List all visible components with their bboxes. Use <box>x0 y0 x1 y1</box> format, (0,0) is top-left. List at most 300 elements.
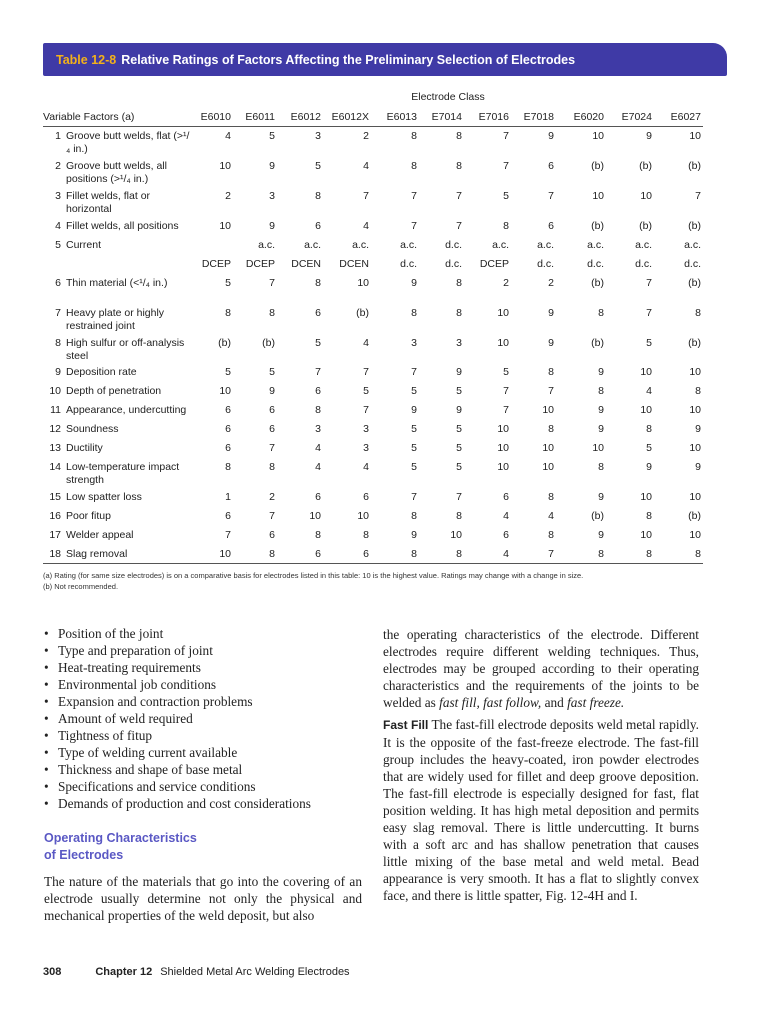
rating-cell: a.c. <box>587 238 604 251</box>
rating-cell: 8 <box>548 365 554 378</box>
rating-cell: 2 <box>503 276 509 289</box>
electrode-class-header: Electrode Class <box>411 90 485 103</box>
rating-cell: 8 <box>315 528 321 541</box>
rating-cell: 9 <box>411 528 417 541</box>
rating-cell: 9 <box>548 130 554 142</box>
rating-cell: 6 <box>323 545 371 564</box>
rating-cell: 10 <box>542 441 554 454</box>
rating-cell: 2 <box>225 189 231 202</box>
rating-cell: (b) <box>639 219 652 232</box>
factor-label: Welder appeal <box>66 528 134 541</box>
rating-cell: 7 <box>646 276 652 289</box>
rating-cell: 4 <box>363 159 369 172</box>
rating-cell: 4 <box>315 441 321 454</box>
term-fast-follow: fast follow, <box>483 695 542 710</box>
rating-cell: DCEN <box>291 257 321 270</box>
rating-cell: a.c. <box>684 238 701 251</box>
factor-number: 6 <box>55 276 61 289</box>
rating-cell: 8 <box>456 159 462 172</box>
rating-cell: 7 <box>411 189 417 202</box>
bullet-item: • Tightness of fitup <box>44 727 362 744</box>
rating-cell: 4 <box>548 509 554 522</box>
rating-cell: 8 <box>269 306 275 319</box>
column-header: E7024 <box>606 107 654 127</box>
rating-cell: 5 <box>269 130 275 142</box>
rating-cell: d.c. <box>445 238 462 251</box>
rating-cell: 7 <box>456 219 462 232</box>
rating-cell: 5 <box>456 384 462 397</box>
factor-cell <box>43 401 193 420</box>
rating-cell: d.c. <box>587 257 604 270</box>
rating-cell: 10 <box>689 365 701 378</box>
column-header: E6012 <box>277 107 323 127</box>
factor-number: 7 <box>55 306 61 319</box>
rating-cell: 6 <box>315 490 321 503</box>
and-word: and <box>544 695 564 710</box>
rating-cell: (b) <box>688 219 701 232</box>
section-heading-line2: of Electrodes <box>44 848 124 862</box>
rating-cell: 1 <box>225 490 231 503</box>
table-title: Relative Ratings of Factors Affecting the Preliminary Selection of Electrodes <box>121 52 576 67</box>
factor-number: 8 <box>55 336 61 349</box>
rating-cell: 10 <box>357 509 369 522</box>
rating-cell: 9 <box>269 219 275 232</box>
rating-cell: 7 <box>411 219 417 232</box>
factor-number: 14 <box>49 460 61 473</box>
rating-cell: 4 <box>464 545 511 564</box>
rating-cell: 10 <box>689 528 701 541</box>
rating-cell: 5 <box>363 384 369 397</box>
rating-cell: 7 <box>411 490 417 503</box>
left-column <box>44 625 362 924</box>
fast-fill-heading: Fast Fill <box>383 718 429 732</box>
rating-cell: 4 <box>363 336 369 349</box>
rating-cell: 4 <box>363 219 369 232</box>
table-row <box>43 488 703 507</box>
table-title-banner <box>43 43 727 76</box>
factor-cell <box>43 304 193 334</box>
factor-bullet-list <box>44 625 362 812</box>
factor-column-header: Variable Factors (a) <box>43 107 193 127</box>
rating-cell: a.c. <box>492 238 509 251</box>
rating-cell: 8 <box>269 460 275 473</box>
rating-cell: 7 <box>511 545 556 564</box>
factor-cell <box>43 545 193 564</box>
factor-label: Thin material (<¹/₄ in.) <box>66 276 168 289</box>
rating-cell: 9 <box>548 336 554 349</box>
rating-cell: DCEP <box>245 257 275 270</box>
rating-cell: (b) <box>591 219 604 232</box>
column-header: E7018 <box>511 107 556 127</box>
rating-cell: 8 <box>411 159 417 172</box>
factor-number: 17 <box>49 528 61 541</box>
factor-number: 4 <box>55 219 61 232</box>
rating-cell: 8 <box>419 545 464 564</box>
rating-cell: 6 <box>503 528 509 541</box>
bullet-item: • Heat-treating requirements <box>44 659 362 676</box>
rating-cell: 8 <box>371 545 419 564</box>
rating-cell: 6 <box>548 219 554 232</box>
rating-cell: 10 <box>640 403 652 416</box>
factor-number: 3 <box>55 189 61 202</box>
rating-cell: 9 <box>598 528 604 541</box>
rating-cell: 7 <box>411 365 417 378</box>
rating-cell: (b) <box>356 306 369 319</box>
rating-cell: 5 <box>456 441 462 454</box>
factor-number: 1 <box>55 130 61 142</box>
factor-cell <box>43 157 193 187</box>
rating-cell: 10 <box>689 130 701 142</box>
rating-cell: 10 <box>689 441 701 454</box>
rating-cell: 5 <box>456 460 462 473</box>
rating-cell: 9 <box>269 159 275 172</box>
table-row <box>43 157 703 187</box>
rating-cell: 8 <box>548 490 554 503</box>
section-paragraph: The nature of the materials that go into the covering of an electrode usually determine not only the physical and mechanical properties of the weld deposit, but also <box>44 874 362 923</box>
ratings-table <box>43 86 703 564</box>
rating-cell: (b) <box>688 276 701 289</box>
page-footer <box>43 966 350 978</box>
rating-cell: 10 <box>640 490 652 503</box>
page-number: 308 <box>43 966 62 978</box>
rating-cell: 9 <box>269 384 275 397</box>
table-row <box>43 304 703 334</box>
rating-cell: 9 <box>598 422 604 435</box>
rating-cell: 3 <box>456 336 462 349</box>
factor-number: 10 <box>49 384 61 397</box>
factor-number: 5 <box>55 238 61 251</box>
factor-cell <box>43 488 193 507</box>
rating-cell: 3 <box>363 422 369 435</box>
rating-cell: 6 <box>315 384 321 397</box>
rating-cell: 7 <box>363 189 369 202</box>
factor-label: Slag removal <box>66 547 128 560</box>
factor-cell <box>43 187 193 217</box>
table-row <box>43 545 703 564</box>
rating-cell: d.c. <box>537 257 554 270</box>
column-header: E6027 <box>654 107 703 127</box>
rating-cell: 2 <box>269 490 275 503</box>
rating-cell: 6 <box>269 422 275 435</box>
rating-cell: (b) <box>591 336 604 349</box>
factor-label: Fillet welds, all positions <box>66 219 179 232</box>
rating-cell: 10 <box>497 336 509 349</box>
rating-cell: 6 <box>225 441 231 454</box>
rating-cell: 7 <box>646 306 652 319</box>
factor-label: High sulfur or off-analysis steel <box>66 336 185 362</box>
rating-cell: 9 <box>695 460 701 473</box>
factor-number: 11 <box>50 403 61 416</box>
rating-cell: 9 <box>456 403 462 416</box>
factor-cell <box>43 334 193 363</box>
rating-cell: 10 <box>640 365 652 378</box>
rating-cell: 4 <box>646 384 652 397</box>
factor-label: Current <box>66 238 102 251</box>
term-fast-fill: fast fill, <box>439 695 480 710</box>
rating-cell: 8 <box>598 460 604 473</box>
rating-cell: 7 <box>503 159 509 172</box>
rating-cell: 6 <box>269 403 275 416</box>
column-header: E6013 <box>371 107 419 127</box>
rating-cell: 3 <box>269 189 275 202</box>
rating-cell: 10 <box>592 130 604 142</box>
factor-label: Ductility <box>66 441 103 454</box>
rating-cell: 8 <box>456 306 462 319</box>
rating-cell: 8 <box>598 306 604 319</box>
factor-label: Soundness <box>66 422 119 435</box>
term-fast-freeze: fast freeze. <box>567 695 625 710</box>
bullet-item: • Position of the joint <box>44 625 362 642</box>
table-row <box>43 255 703 274</box>
rating-cell: a.c. <box>537 238 554 251</box>
factor-cell <box>43 420 193 439</box>
fast-fill-text: The fast-fill electrode deposits weld metal rapidly. It is the opposite of the fast-freeze electrode. The fast-fill group includes the heavy-coated, iron powder electrodes that are widely used for fillet and deep groove deposition. The fast-fill electrode is especially designed for fast, flat position welding. It has high metal deposition and permits easy slag removal. There is little undercutting. It burns with a soft arc and has shallow penetration that causes little mixing of the base metal and weld metal. Bead appearance is very smooth. It has a flat to slightly convex face, and there is little spatter, Fig. 12-4H and I. <box>383 717 700 903</box>
factor-label: Heavy plate or highly restrained joint <box>66 306 165 332</box>
rating-cell: 8 <box>646 509 652 522</box>
rating-cell: 9 <box>598 490 604 503</box>
rating-cell: 8 <box>548 528 554 541</box>
rating-cell: 3 <box>363 441 369 454</box>
rating-cell: 7 <box>503 403 509 416</box>
rating-cell: (b) <box>591 276 604 289</box>
rating-cell: 5 <box>411 460 417 473</box>
rating-cell: 9 <box>548 306 554 319</box>
rating-cell: 4 <box>503 509 509 522</box>
rating-cell: 6 <box>225 509 231 522</box>
rating-cell: a.c. <box>400 238 417 251</box>
rating-cell: 8 <box>363 528 369 541</box>
rating-cell: 10 <box>193 545 233 564</box>
table-row <box>43 127 703 157</box>
bullet-item: • Type of welding current available <box>44 744 362 761</box>
table-row <box>43 458 703 488</box>
bullet-item: • Expansion and contraction problems <box>44 693 362 710</box>
factor-number: 13 <box>49 441 61 454</box>
rating-cell: a.c. <box>304 238 321 251</box>
table-row <box>43 274 703 304</box>
rating-cell: 10 <box>219 219 231 232</box>
factor-label: Depth of penetration <box>66 384 162 397</box>
rating-cell: 8 <box>315 276 321 289</box>
rating-cell: a.c. <box>352 238 369 251</box>
table-row <box>43 439 703 458</box>
rating-cell: 10 <box>497 422 509 435</box>
rating-cell: 6 <box>363 490 369 503</box>
rating-cell: 5 <box>315 336 321 349</box>
bullet-item: • Amount of weld required <box>44 710 362 727</box>
rating-cell: (b) <box>688 336 701 349</box>
rating-cell: 9 <box>598 403 604 416</box>
rating-cell: 5 <box>456 422 462 435</box>
factor-number: 12 <box>49 422 61 435</box>
bullet-item: • Type and preparation of joint <box>44 642 362 659</box>
rating-cell: 9 <box>598 365 604 378</box>
rating-cell: 6 <box>269 528 275 541</box>
rating-cell: 7 <box>225 528 231 541</box>
rating-cell: 5 <box>411 441 417 454</box>
column-header: E6010 <box>193 107 233 127</box>
rating-cell: 5 <box>411 384 417 397</box>
table-row <box>43 420 703 439</box>
factor-label: Low spatter loss <box>66 490 142 503</box>
factor-number: 9 <box>55 365 61 378</box>
rating-cell: 8 <box>556 545 606 564</box>
table-row <box>43 526 703 545</box>
rating-cell: (b) <box>688 509 701 522</box>
rating-cell: 8 <box>695 306 701 319</box>
factor-number: 2 <box>55 159 61 172</box>
rating-cell: (b) <box>639 159 652 172</box>
rating-cell: 6 <box>315 219 321 232</box>
rating-cell: DCEP <box>479 257 509 270</box>
section-heading-line1: Operating Characteristics <box>44 831 197 845</box>
rating-cell: 6 <box>225 403 231 416</box>
column-header: E6011 <box>233 107 277 127</box>
rating-cell: 9 <box>646 460 652 473</box>
rating-cell: 9 <box>695 422 701 435</box>
rating-cell: 7 <box>269 276 275 289</box>
table-row <box>43 507 703 526</box>
factor-cell <box>43 127 193 157</box>
rating-cell: 7 <box>456 189 462 202</box>
bullet-item: • Demands of production and cost considerations <box>44 795 362 812</box>
factor-label: Low-temperature impact strength <box>66 460 180 486</box>
factor-label: Groove butt welds, flat (>¹/₄ in.) <box>66 130 190 155</box>
rating-cell: 5 <box>646 336 652 349</box>
rating-cell: 4 <box>363 460 369 473</box>
rating-cell: (b) <box>688 159 701 172</box>
factor-number: 15 <box>49 490 61 503</box>
rating-cell: 5 <box>503 189 509 202</box>
factor-cell <box>43 236 193 255</box>
rating-cell: d.c. <box>400 257 417 270</box>
table-row <box>43 363 703 382</box>
rating-cell: 8 <box>225 306 231 319</box>
rating-cell: 2 <box>548 276 554 289</box>
rating-cell: 7 <box>548 384 554 397</box>
operating-paragraph-text: the operating characteristics of the electrode. Different electrodes require different welding techniques. Thus, electrodes may be grouped according to their operating characteristics and the requirements of the joints to be welded as <box>383 627 699 710</box>
chapter-label: Chapter 12 <box>95 966 153 978</box>
rating-cell: 8 <box>548 422 554 435</box>
rating-cell: 10 <box>689 490 701 503</box>
rating-cell: 10 <box>542 460 554 473</box>
bullet-item: • Thickness and shape of base metal <box>44 761 362 778</box>
table-number: Table 12-8 <box>56 52 117 67</box>
rating-cell: 9 <box>411 276 417 289</box>
factor-cell <box>43 274 193 304</box>
rating-cell: d.c. <box>635 257 652 270</box>
rating-cell: 8 <box>456 276 462 289</box>
rating-cell: 7 <box>269 509 275 522</box>
factor-cell <box>43 439 193 458</box>
rating-cell: (b) <box>262 336 275 349</box>
rating-cell: 5 <box>503 365 509 378</box>
rating-cell: 7 <box>363 403 369 416</box>
table-row <box>43 187 703 217</box>
footnote-b: (b) Not recommended. <box>43 582 119 591</box>
column-header: E6012X <box>323 107 371 127</box>
rating-cell: 9 <box>411 403 417 416</box>
rating-cell: 10 <box>219 384 231 397</box>
rating-cell: 3 <box>411 336 417 349</box>
rating-cell: 7 <box>548 189 554 202</box>
rating-cell: (b) <box>591 509 604 522</box>
rating-cell: 6 <box>548 159 554 172</box>
table-row <box>43 236 703 255</box>
rating-cell: 8 <box>233 545 277 564</box>
rating-cell: 8 <box>456 130 462 142</box>
rating-cell: 2 <box>363 130 369 142</box>
chapter-title: Shielded Metal Arc Welding Electrodes <box>160 966 350 978</box>
factor-number: 16 <box>49 509 61 522</box>
rating-cell: 10 <box>309 509 321 522</box>
column-header: E7016 <box>464 107 511 127</box>
rating-cell: 10 <box>497 441 509 454</box>
rating-cell: 8 <box>411 130 417 142</box>
rating-cell: (b) <box>218 336 231 349</box>
rating-cell: 8 <box>606 545 654 564</box>
rating-cell: 7 <box>315 365 321 378</box>
factor-label: Deposition rate <box>66 365 137 378</box>
rating-cell: 6 <box>225 422 231 435</box>
rating-cell: 10 <box>592 189 604 202</box>
rating-cell: 10 <box>357 276 369 289</box>
rating-cell <box>193 236 233 255</box>
rating-cell: 8 <box>598 384 604 397</box>
rating-cell: 10 <box>219 159 231 172</box>
right-column <box>383 626 699 904</box>
rating-cell: 4 <box>315 460 321 473</box>
rating-cell: 3 <box>315 422 321 435</box>
operating-paragraph <box>383 626 699 711</box>
rating-cell: 8 <box>225 460 231 473</box>
rating-cell: 3 <box>315 130 321 142</box>
fast-fill-paragraph <box>383 716 699 904</box>
factor-cell <box>43 526 193 545</box>
rating-cell: 8 <box>654 545 703 564</box>
rating-cell: 10 <box>640 189 652 202</box>
rating-cell: 10 <box>497 306 509 319</box>
rating-cell: 6 <box>277 545 323 564</box>
rating-cell: 8 <box>646 422 652 435</box>
factor-cell <box>43 382 193 401</box>
rating-cell: 5 <box>315 159 321 172</box>
rating-cell: 5 <box>646 441 652 454</box>
rating-cell: 10 <box>450 528 462 541</box>
rating-cell: d.c. <box>445 257 462 270</box>
rating-cell: 7 <box>456 490 462 503</box>
rating-cell: 9 <box>646 130 652 142</box>
rating-cell: 10 <box>497 460 509 473</box>
table-row <box>43 217 703 236</box>
rating-cell: 10 <box>592 441 604 454</box>
column-header: E7014 <box>419 107 464 127</box>
rating-cell: 8 <box>411 509 417 522</box>
factor-cell <box>43 363 193 382</box>
rating-cell: 8 <box>315 403 321 416</box>
bullet-item: • Specifications and service conditions <box>44 778 362 795</box>
bullet-item: • Environmental job conditions <box>44 676 362 693</box>
table-row <box>43 401 703 420</box>
rating-cell: 10 <box>689 403 701 416</box>
rating-cell: 7 <box>269 441 275 454</box>
rating-cell: 8 <box>695 384 701 397</box>
factor-label: Groove butt welds, all positions (>¹/₄ in.) <box>66 159 167 185</box>
column-header-row <box>43 107 703 127</box>
rating-cell: DCEN <box>339 257 369 270</box>
rating-cell: 7 <box>503 130 509 142</box>
rating-cell: a.c. <box>635 238 652 251</box>
